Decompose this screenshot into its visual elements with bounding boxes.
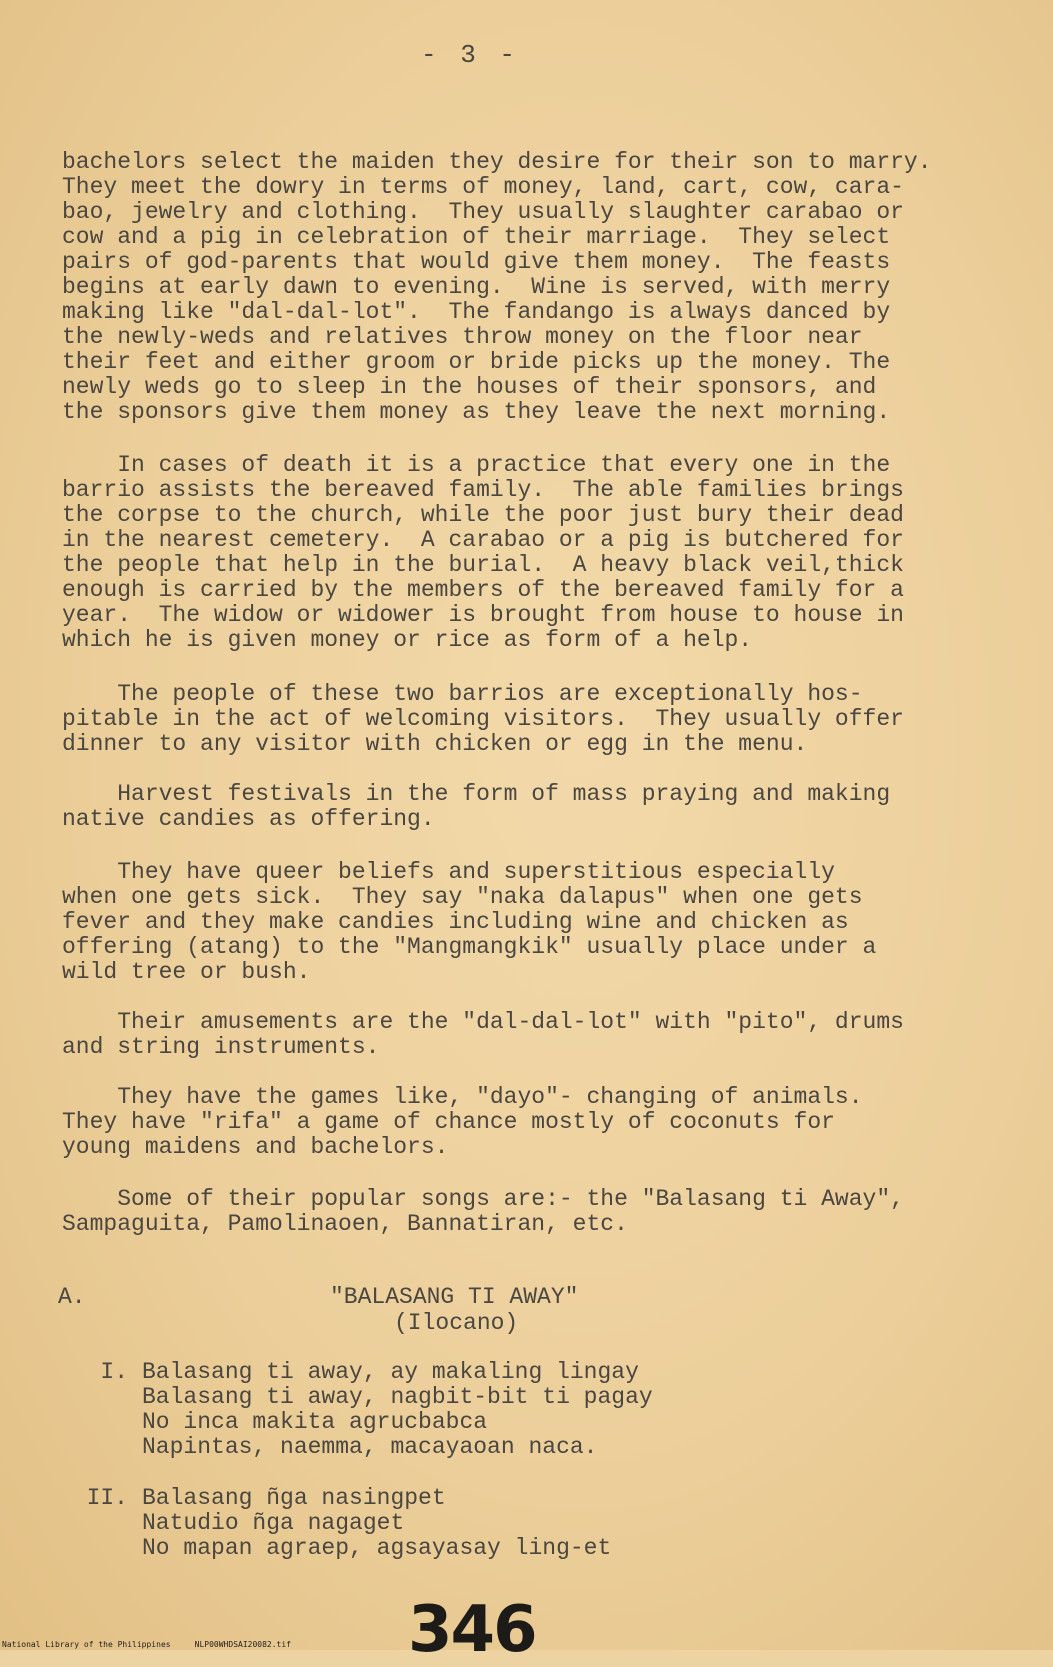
song-language: (Ilocano) xyxy=(394,1310,519,1336)
stanza-number: I. xyxy=(100,1359,128,1385)
paragraph-harvest: Harvest festivals in the form of mass praying and making native candies as offering. xyxy=(62,781,891,832)
paragraph-death: In cases of death it is a practice that every one in the barrio assists the bereaved family. The able families brings the corpse to the church, while the poor just bury their dead in the nearest cemetery. A carabao or a pig is butchered for the people that help in the burial. A heavy black veil,thick enough is carried by the members of the bereaved family for a year. The widow or widower is brought from house to house in which he is given money or rice as form of a help. xyxy=(62,452,904,653)
paragraph-marriage: bachelors select the maiden they desire for their son to marry. They meet the dowry in terms of money, land, cart, cow, cara- bao, jewelry and clothing. They usually slaughter carabao or cow and a pig in celebration of their marriage. They select pairs of god-parents that would give them money. The feasts begins at early dawn to evening. Wine is served, with merry making like "dal-dal-lot". The fandango is always danced by the newly-weds and relatives throw money on the floor near their feet and either groom or bride picks up the money. The newly weds go to sleep in the houses of their sponsors, and the sponsors give them money as they leave the next morning. xyxy=(62,149,932,425)
stanza-lines: Balasang ti away, ay makaling lingay Balasang ti away, nagbit-bit ti pagay No inca makita agrucbabca Napintas, naemma, macayaoan naca. xyxy=(142,1359,653,1460)
paragraph-games: They have the games like, "dayo"- changing of animals. They have "rifa" a game of chance mostly of coconuts for young maidens and bachelors. xyxy=(62,1084,863,1160)
stanza-number: II. xyxy=(86,1485,128,1511)
song-label: A. xyxy=(58,1284,86,1310)
song-title: "BALASANG TI AWAY" xyxy=(330,1284,579,1310)
paragraph-hospitality: The people of these two barrios are exceptionally hos- pitable in the act of welcoming visitors. They usually offer dinner to any visitor with chicken or egg in the menu. xyxy=(62,681,904,757)
paragraph-beliefs: They have queer beliefs and superstitious especially when one gets sick. They say "naka dalapus" when one gets fever and they make candies including wine and chicken as offering (atang) to the "Mangmangkik" usually place under a wild tree or bush. xyxy=(62,859,877,985)
page-number: - 3 - xyxy=(420,40,519,70)
stanza-lines: Balasang ñga nasingpet Natudio ñga nagaget No mapan agraep, agsayasay ling-et xyxy=(142,1485,612,1561)
archive-footer: National Library of the Philippines NLP00WHDSAI20082.tif xyxy=(2,1640,291,1649)
handwritten-page-stamp: 346 xyxy=(408,1593,536,1667)
paragraph-songs: Some of their popular songs are:- the "Balasang ti Away", Sampaguita, Pamolinaoen, Bannatiran, etc. xyxy=(62,1186,904,1237)
stanza-1 xyxy=(70,1360,770,1470)
paragraph-amusements: Their amusements are the "dal-dal-lot" with "pito", drums and string instruments. xyxy=(62,1009,904,1060)
stanza-2 xyxy=(70,1486,770,1576)
